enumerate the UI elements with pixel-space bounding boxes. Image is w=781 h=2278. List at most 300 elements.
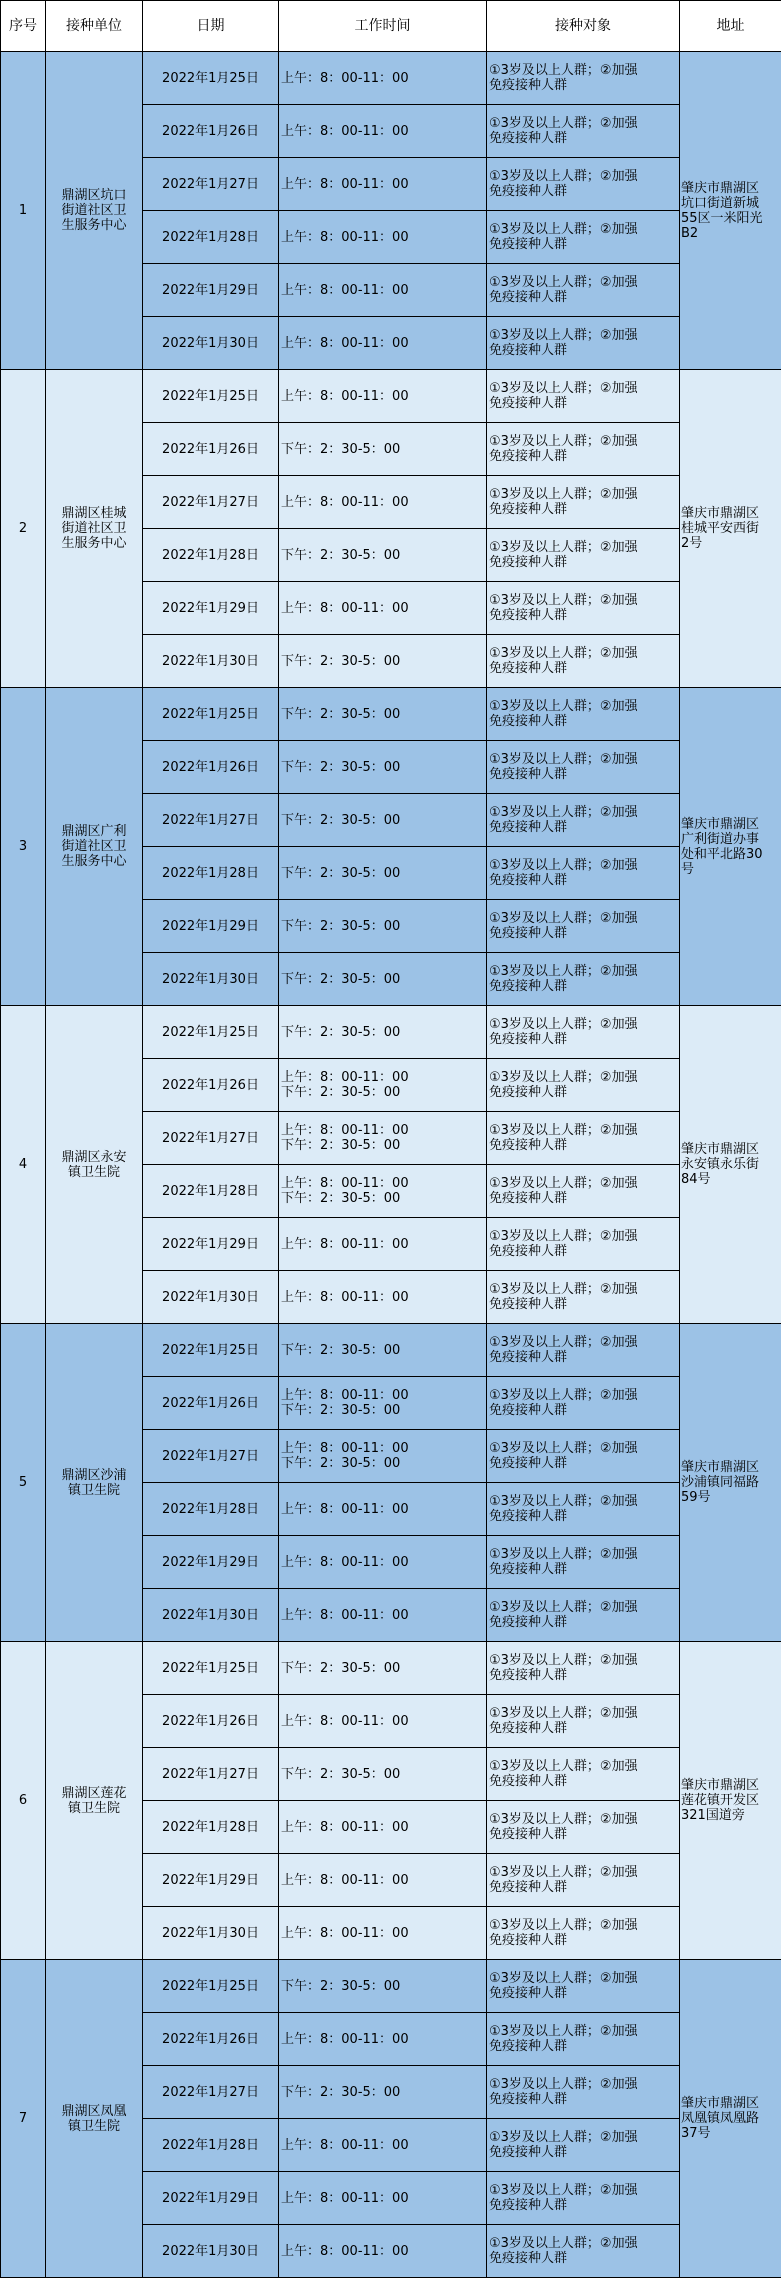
date-cell: 2022年1月25日 — [143, 1324, 279, 1377]
target-group-line: ①3岁及以上人群；②加强 — [489, 1971, 677, 1986]
work-time-cell — [279, 211, 487, 264]
target-group-line: 免疫接种人群 — [489, 1880, 677, 1895]
target-group-line: ①3岁及以上人群；②加强 — [489, 1282, 677, 1297]
vaccination-unit — [46, 1006, 143, 1324]
work-time-line: 下午：2：30-5：00 — [281, 1085, 486, 1100]
target-group-line: ①3岁及以上人群；②加强 — [489, 381, 677, 396]
target-group-line: 免疫接种人群 — [489, 290, 677, 305]
target-group-line: 免疫接种人群 — [489, 1509, 677, 1524]
target-group-cell — [487, 158, 680, 211]
target-group-line: 免疫接种人群 — [489, 1085, 677, 1100]
target-group-cell — [487, 1324, 680, 1377]
target-group-line: 免疫接种人群 — [489, 502, 677, 517]
address-cell — [680, 1324, 781, 1642]
work-time-cell — [279, 1165, 487, 1218]
address-line: 59号 — [681, 1490, 780, 1505]
target-group-line: ①3岁及以上人群；②加强 — [489, 1759, 677, 1774]
work-time-line: 下午：2：30-5：00 — [281, 760, 486, 775]
row-index: 6 — [1, 1642, 46, 1960]
date-cell: 2022年1月27日 — [143, 794, 279, 847]
target-group-line: ①3岁及以上人群；②加强 — [489, 1812, 677, 1827]
unit-line: 鼎湖区广利 — [46, 824, 142, 839]
target-group-line: ①3岁及以上人群；②加强 — [489, 1706, 677, 1721]
vaccination-unit — [46, 1960, 143, 2278]
target-group-line: 免疫接种人群 — [489, 1297, 677, 1312]
target-group-cell — [487, 1377, 680, 1430]
work-time-cell — [279, 264, 487, 317]
work-time-cell — [279, 1377, 487, 1430]
work-time-line: 上午：8：00-11：00 — [281, 1237, 486, 1252]
address-line: 广利街道办事 — [681, 832, 780, 847]
work-time-line: 上午：8：00-11：00 — [281, 2138, 486, 2153]
unit-line: 街道社区卫 — [46, 203, 142, 218]
target-group-cell — [487, 1112, 680, 1165]
header-target: 接种对象 — [487, 1, 680, 52]
address-cell — [680, 370, 781, 688]
work-time-cell — [279, 1430, 487, 1483]
work-time-line: 上午：8：00-11：00 — [281, 1502, 486, 1517]
target-group-cell — [487, 2225, 680, 2278]
date-cell: 2022年1月29日 — [143, 2172, 279, 2225]
work-time-line: 上午：8：00-11：00 — [281, 1714, 486, 1729]
target-group-cell — [487, 1536, 680, 1589]
unit-line: 鼎湖区沙浦 — [46, 1468, 142, 1483]
date-cell: 2022年1月26日 — [143, 423, 279, 476]
target-group-line: 免疫接种人群 — [489, 1244, 677, 1259]
date-cell: 2022年1月25日 — [143, 1006, 279, 1059]
target-group-cell — [487, 953, 680, 1006]
target-group-cell — [487, 794, 680, 847]
target-group-cell — [487, 1907, 680, 1960]
work-time-line: 下午：2：30-5：00 — [281, 1343, 486, 1358]
target-group-cell — [487, 1430, 680, 1483]
target-group-cell — [487, 1854, 680, 1907]
address-line: 莲花镇开发区 — [681, 1793, 780, 1808]
target-group-line: ①3岁及以上人群；②加强 — [489, 63, 677, 78]
target-group-line: ①3岁及以上人群；②加强 — [489, 593, 677, 608]
work-time-cell — [279, 1006, 487, 1059]
target-group-line: 免疫接种人群 — [489, 1668, 677, 1683]
unit-line: 生服务中心 — [46, 854, 142, 869]
target-group-cell — [487, 2013, 680, 2066]
vaccination-unit — [46, 370, 143, 688]
target-group-cell — [487, 1748, 680, 1801]
work-time-cell — [279, 52, 487, 105]
address-cell — [680, 1642, 781, 1960]
target-group-cell — [487, 105, 680, 158]
target-group-line: 免疫接种人群 — [489, 661, 677, 676]
date-cell: 2022年1月29日 — [143, 900, 279, 953]
work-time-cell — [279, 1960, 487, 2013]
work-time-line: 下午：2：30-5：00 — [281, 1456, 486, 1471]
date-cell: 2022年1月27日 — [143, 1112, 279, 1165]
address-line: B2 — [681, 226, 780, 241]
target-group-cell — [487, 635, 680, 688]
target-group-line: 免疫接种人群 — [489, 767, 677, 782]
work-time-line: 下午：2：30-5：00 — [281, 707, 486, 722]
row-index: 7 — [1, 1960, 46, 2278]
target-group-cell — [487, 1218, 680, 1271]
row-index: 5 — [1, 1324, 46, 1642]
target-group-line: 免疫接种人群 — [489, 1456, 677, 1471]
table-row — [1, 52, 781, 105]
work-time-cell — [279, 1589, 487, 1642]
work-time-line: 下午：2：30-5：00 — [281, 548, 486, 563]
target-group-line: 免疫接种人群 — [489, 979, 677, 994]
vaccination-unit — [46, 1324, 143, 1642]
date-cell: 2022年1月25日 — [143, 370, 279, 423]
target-group-cell — [487, 2066, 680, 2119]
work-time-cell — [279, 1218, 487, 1271]
work-time-line: 上午：8：00-11：00 — [281, 2244, 486, 2259]
work-time-line: 上午：8：00-11：00 — [281, 601, 486, 616]
date-cell: 2022年1月27日 — [143, 158, 279, 211]
work-time-line: 上午：8：00-11：00 — [281, 230, 486, 245]
vaccination-unit — [46, 1642, 143, 1960]
date-cell: 2022年1月30日 — [143, 953, 279, 1006]
target-group-cell — [487, 2119, 680, 2172]
work-time-line: 上午：8：00-11：00 — [281, 336, 486, 351]
table-row — [1, 688, 781, 741]
date-cell: 2022年1月30日 — [143, 2225, 279, 2278]
work-time-cell — [279, 317, 487, 370]
target-group-cell — [487, 847, 680, 900]
work-time-line: 下午：2：30-5：00 — [281, 1138, 486, 1153]
target-group-line: 免疫接种人群 — [489, 2251, 677, 2266]
target-group-line: 免疫接种人群 — [489, 2092, 677, 2107]
target-group-line: ①3岁及以上人群；②加强 — [489, 1653, 677, 1668]
address-line: 肇庆市鼎湖区 — [681, 817, 780, 832]
work-time-cell — [279, 423, 487, 476]
work-time-cell — [279, 2013, 487, 2066]
target-group-line: 免疫接种人群 — [489, 449, 677, 464]
target-group-line: ①3岁及以上人群；②加强 — [489, 699, 677, 714]
date-cell: 2022年1月27日 — [143, 1748, 279, 1801]
date-cell: 2022年1月26日 — [143, 1377, 279, 1430]
work-time-line: 上午：8：00-11：00 — [281, 71, 486, 86]
date-cell: 2022年1月26日 — [143, 105, 279, 158]
header-index: 序号 — [1, 1, 46, 52]
target-group-cell — [487, 900, 680, 953]
target-group-line: ①3岁及以上人群；②加强 — [489, 116, 677, 131]
address-line: 84号 — [681, 1172, 780, 1187]
target-group-line: 免疫接种人群 — [489, 1350, 677, 1365]
target-group-line: 免疫接种人群 — [489, 1774, 677, 1789]
target-group-line: ①3岁及以上人群；②加强 — [489, 646, 677, 661]
work-time-cell — [279, 1748, 487, 1801]
table-row — [1, 1642, 781, 1695]
row-index: 4 — [1, 1006, 46, 1324]
date-cell: 2022年1月28日 — [143, 1483, 279, 1536]
target-group-cell — [487, 423, 680, 476]
work-time-line: 下午：2：30-5：00 — [281, 1767, 486, 1782]
header-date: 日期 — [143, 1, 279, 52]
address-line: 沙浦镇同福路 — [681, 1475, 780, 1490]
target-group-line: ①3岁及以上人群；②加强 — [489, 2024, 677, 2039]
target-group-cell — [487, 211, 680, 264]
row-index: 2 — [1, 370, 46, 688]
work-time-cell — [279, 2119, 487, 2172]
work-time-line: 下午：2：30-5：00 — [281, 919, 486, 934]
work-time-cell — [279, 1324, 487, 1377]
target-group-line: ①3岁及以上人群；②加强 — [489, 1335, 677, 1350]
target-group-cell — [487, 1483, 680, 1536]
target-group-line: ①3岁及以上人群；②加强 — [489, 1547, 677, 1562]
target-group-line: 免疫接种人群 — [489, 2145, 677, 2160]
target-group-line: ①3岁及以上人群；②加强 — [489, 1388, 677, 1403]
date-cell: 2022年1月26日 — [143, 2013, 279, 2066]
address-line: 号 — [681, 862, 780, 877]
work-time-cell — [279, 2172, 487, 2225]
unit-line: 街道社区卫 — [46, 521, 142, 536]
target-group-line: 免疫接种人群 — [489, 820, 677, 835]
work-time-line: 上午：8：00-11：00 — [281, 1070, 486, 1085]
date-cell: 2022年1月30日 — [143, 1907, 279, 1960]
date-cell: 2022年1月27日 — [143, 476, 279, 529]
target-group-line: 免疫接种人群 — [489, 1032, 677, 1047]
target-group-line: ①3岁及以上人群；②加强 — [489, 964, 677, 979]
target-group-cell — [487, 582, 680, 635]
target-group-line: ①3岁及以上人群；②加强 — [489, 1176, 677, 1191]
address-cell — [680, 688, 781, 1006]
work-time-cell — [279, 1536, 487, 1589]
target-group-line: 免疫接种人群 — [489, 714, 677, 729]
work-time-cell — [279, 847, 487, 900]
target-group-line: ①3岁及以上人群；②加强 — [489, 540, 677, 555]
target-group-cell — [487, 688, 680, 741]
header-unit: 接种单位 — [46, 1, 143, 52]
target-group-line: ①3岁及以上人群；②加强 — [489, 805, 677, 820]
date-cell: 2022年1月30日 — [143, 1271, 279, 1324]
row-index: 1 — [1, 52, 46, 370]
target-group-cell — [487, 1271, 680, 1324]
date-cell: 2022年1月28日 — [143, 211, 279, 264]
target-group-line: 免疫接种人群 — [489, 1615, 677, 1630]
address-line: 肇庆市鼎湖区 — [681, 181, 780, 196]
work-time-cell — [279, 1907, 487, 1960]
address-line: 凤凰镇凤凰路 — [681, 2111, 780, 2126]
target-group-cell — [487, 1801, 680, 1854]
address-line: 坑口街道新城 — [681, 196, 780, 211]
target-group-line: ①3岁及以上人群；②加强 — [489, 222, 677, 237]
target-group-line: ①3岁及以上人群；②加强 — [489, 2236, 677, 2251]
target-group-line: 免疫接种人群 — [489, 1403, 677, 1418]
work-time-line: 上午：8：00-11：00 — [281, 1123, 486, 1138]
work-time-line: 下午：2：30-5：00 — [281, 654, 486, 669]
target-group-line: ①3岁及以上人群；②加强 — [489, 1229, 677, 1244]
unit-line: 镇卫生院 — [46, 1801, 142, 1816]
address-line: 肇庆市鼎湖区 — [681, 1460, 780, 1475]
table-row — [1, 1324, 781, 1377]
address-line: 2号 — [681, 536, 780, 551]
date-cell: 2022年1月29日 — [143, 1536, 279, 1589]
date-cell: 2022年1月28日 — [143, 1165, 279, 1218]
vaccination-unit — [46, 688, 143, 1006]
work-time-line: 下午：2：30-5：00 — [281, 1025, 486, 1040]
target-group-cell — [487, 1165, 680, 1218]
date-cell: 2022年1月25日 — [143, 688, 279, 741]
target-group-line: 免疫接种人群 — [489, 343, 677, 358]
unit-line: 镇卫生院 — [46, 2119, 142, 2134]
work-time-line: 下午：2：30-5：00 — [281, 1661, 486, 1676]
work-time-cell — [279, 635, 487, 688]
work-time-cell — [279, 1271, 487, 1324]
target-group-line: ①3岁及以上人群；②加强 — [489, 169, 677, 184]
work-time-cell — [279, 688, 487, 741]
address-line: 55区一米阳光 — [681, 211, 780, 226]
work-time-cell — [279, 1059, 487, 1112]
work-time-cell — [279, 476, 487, 529]
unit-line: 鼎湖区永安 — [46, 1150, 142, 1165]
work-time-line: 上午：8：00-11：00 — [281, 2191, 486, 2206]
work-time-cell — [279, 953, 487, 1006]
address-cell — [680, 52, 781, 370]
row-index: 3 — [1, 688, 46, 1006]
work-time-cell — [279, 2066, 487, 2119]
address-line: 永安镇永乐街 — [681, 1157, 780, 1172]
work-time-cell — [279, 1695, 487, 1748]
work-time-line: 上午：8：00-11：00 — [281, 283, 486, 298]
target-group-line: ①3岁及以上人群；②加强 — [489, 487, 677, 502]
target-group-cell — [487, 741, 680, 794]
work-time-line: 上午：8：00-11：00 — [281, 1441, 486, 1456]
target-group-line: ①3岁及以上人群；②加强 — [489, 1494, 677, 1509]
work-time-line: 上午：8：00-11：00 — [281, 1926, 486, 1941]
target-group-line: ①3岁及以上人群；②加强 — [489, 328, 677, 343]
target-group-line: 免疫接种人群 — [489, 184, 677, 199]
unit-line: 镇卫生院 — [46, 1165, 142, 1180]
vaccination-unit — [46, 52, 143, 370]
unit-line: 鼎湖区桂城 — [46, 506, 142, 521]
work-time-cell — [279, 1112, 487, 1165]
target-group-line: 免疫接种人群 — [489, 1827, 677, 1842]
work-time-line: 上午：8：00-11：00 — [281, 389, 486, 404]
target-group-line: ①3岁及以上人群；②加强 — [489, 2183, 677, 2198]
unit-line: 鼎湖区莲花 — [46, 1786, 142, 1801]
work-time-line: 上午：8：00-11：00 — [281, 1820, 486, 1835]
work-time-line: 下午：2：30-5：00 — [281, 442, 486, 457]
work-time-cell — [279, 2225, 487, 2278]
work-time-cell — [279, 1642, 487, 1695]
work-time-line: 上午：8：00-11：00 — [281, 1873, 486, 1888]
work-time-line: 上午：8：00-11：00 — [281, 1290, 486, 1305]
target-group-line: 免疫接种人群 — [489, 1562, 677, 1577]
target-group-line: ①3岁及以上人群；②加强 — [489, 1441, 677, 1456]
target-group-line: 免疫接种人群 — [489, 926, 677, 941]
table-row — [1, 370, 781, 423]
work-time-cell — [279, 529, 487, 582]
date-cell: 2022年1月26日 — [143, 1695, 279, 1748]
target-group-cell — [487, 1589, 680, 1642]
work-time-cell — [279, 370, 487, 423]
unit-line: 镇卫生院 — [46, 1483, 142, 1498]
work-time-cell — [279, 1801, 487, 1854]
address-line: 桂城平安西街 — [681, 521, 780, 536]
address-line: 肇庆市鼎湖区 — [681, 1142, 780, 1157]
work-time-line: 下午：2：30-5：00 — [281, 1191, 486, 1206]
work-time-cell — [279, 158, 487, 211]
target-group-line: 免疫接种人群 — [489, 1191, 677, 1206]
table-row — [1, 1960, 781, 2013]
target-group-line: 免疫接种人群 — [489, 2039, 677, 2054]
address-line: 321国道旁 — [681, 1808, 780, 1823]
work-time-cell — [279, 105, 487, 158]
unit-line: 鼎湖区凤凰 — [46, 2104, 142, 2119]
table-body — [1, 52, 781, 2278]
work-time-line: 上午：8：00-11：00 — [281, 1176, 486, 1191]
target-group-line: ①3岁及以上人群；②加强 — [489, 275, 677, 290]
target-group-line: 免疫接种人群 — [489, 78, 677, 93]
target-group-line: ①3岁及以上人群；②加强 — [489, 1600, 677, 1615]
target-group-line: ①3岁及以上人群；②加强 — [489, 858, 677, 873]
target-group-cell — [487, 1642, 680, 1695]
target-group-line: ①3岁及以上人群；②加强 — [489, 911, 677, 926]
date-cell: 2022年1月29日 — [143, 264, 279, 317]
target-group-line: ①3岁及以上人群；②加强 — [489, 1017, 677, 1032]
address-line: 37号 — [681, 2126, 780, 2141]
date-cell: 2022年1月29日 — [143, 1218, 279, 1271]
target-group-cell — [487, 1695, 680, 1748]
address-cell — [680, 1960, 781, 2278]
target-group-line: ①3岁及以上人群；②加强 — [489, 1123, 677, 1138]
target-group-cell — [487, 529, 680, 582]
header-address: 地址 — [680, 1, 781, 52]
target-group-line: ①3岁及以上人群；②加强 — [489, 1865, 677, 1880]
work-time-line: 上午：8：00-11：00 — [281, 1608, 486, 1623]
target-group-line: 免疫接种人群 — [489, 1721, 677, 1736]
work-time-line: 下午：2：30-5：00 — [281, 1403, 486, 1418]
work-time-cell — [279, 582, 487, 635]
target-group-line: 免疫接种人群 — [489, 237, 677, 252]
date-cell: 2022年1月27日 — [143, 2066, 279, 2119]
target-group-cell — [487, 317, 680, 370]
work-time-line: 下午：2：30-5：00 — [281, 813, 486, 828]
work-time-cell — [279, 741, 487, 794]
date-cell: 2022年1月28日 — [143, 2119, 279, 2172]
date-cell: 2022年1月26日 — [143, 1059, 279, 1112]
unit-line: 街道社区卫 — [46, 839, 142, 854]
target-group-cell — [487, 52, 680, 105]
target-group-cell — [487, 264, 680, 317]
work-time-cell — [279, 900, 487, 953]
date-cell: 2022年1月30日 — [143, 635, 279, 688]
work-time-line: 下午：2：30-5：00 — [281, 1979, 486, 1994]
date-cell: 2022年1月28日 — [143, 847, 279, 900]
work-time-line: 上午：8：00-11：00 — [281, 495, 486, 510]
work-time-cell — [279, 1483, 487, 1536]
target-group-cell — [487, 2172, 680, 2225]
address-line: 肇庆市鼎湖区 — [681, 1778, 780, 1793]
target-group-line: 免疫接种人群 — [489, 2198, 677, 2213]
work-time-line: 下午：2：30-5：00 — [281, 2085, 486, 2100]
work-time-line: 上午：8：00-11：00 — [281, 124, 486, 139]
unit-line: 鼎湖区坑口 — [46, 188, 142, 203]
work-time-line: 上午：8：00-11：00 — [281, 177, 486, 192]
target-group-cell — [487, 370, 680, 423]
target-group-line: 免疫接种人群 — [489, 131, 677, 146]
table-row — [1, 1006, 781, 1059]
address-line: 肇庆市鼎湖区 — [681, 2096, 780, 2111]
date-cell: 2022年1月30日 — [143, 317, 279, 370]
target-group-line: 免疫接种人群 — [489, 608, 677, 623]
target-group-line: 免疫接种人群 — [489, 1138, 677, 1153]
date-cell: 2022年1月26日 — [143, 741, 279, 794]
work-time-line: 下午：2：30-5：00 — [281, 866, 486, 881]
target-group-line: ①3岁及以上人群；②加强 — [489, 434, 677, 449]
date-cell: 2022年1月29日 — [143, 582, 279, 635]
address-cell — [680, 1006, 781, 1324]
work-time-line: 上午：8：00-11：00 — [281, 1388, 486, 1403]
